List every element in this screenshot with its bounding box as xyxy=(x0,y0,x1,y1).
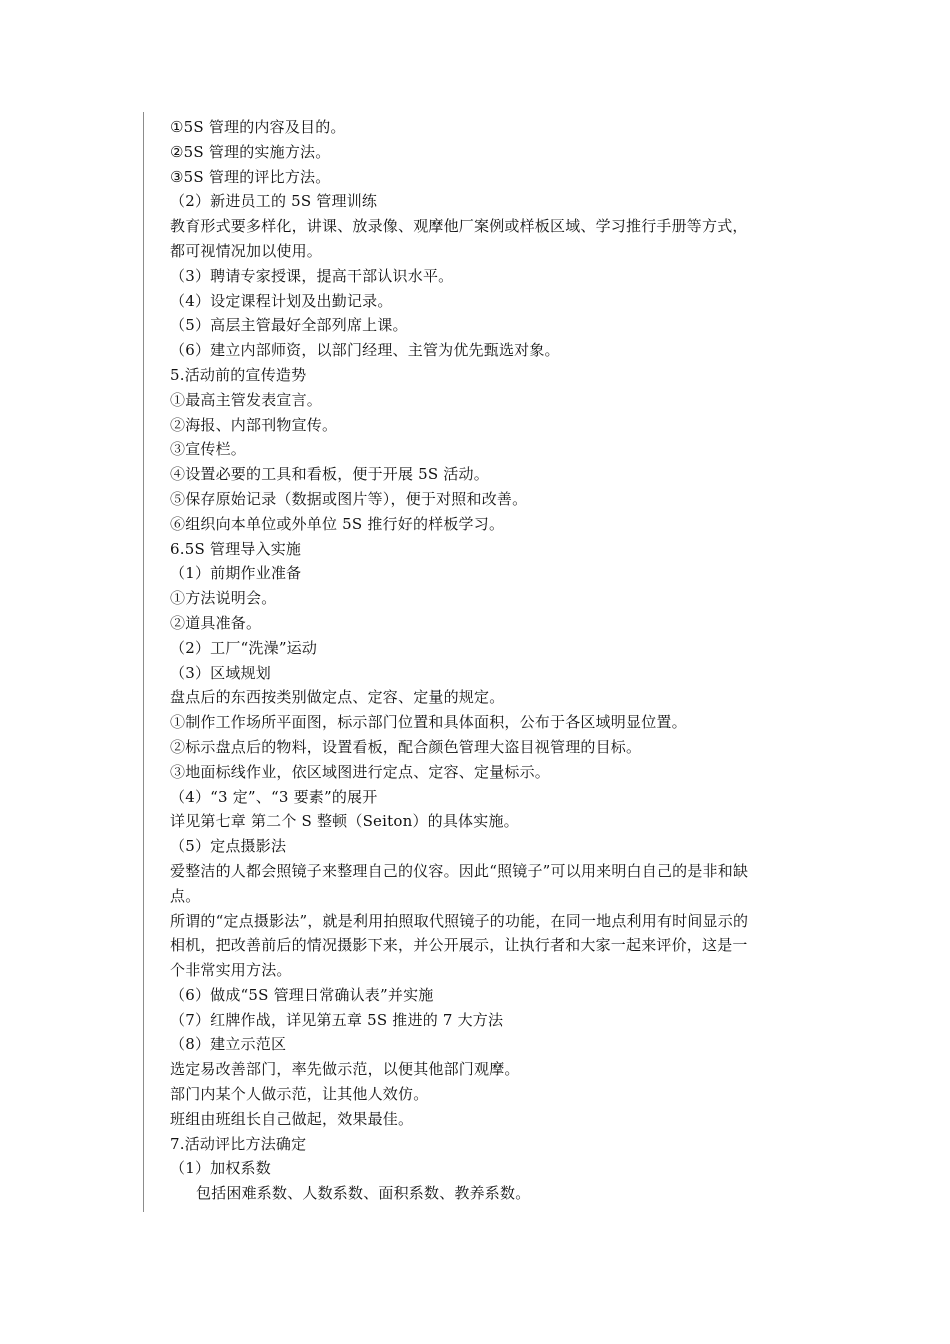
text-line: ④设置必要的工具和看板，便于开展 5S 活动。 xyxy=(170,465,489,484)
text-line: ②道具准备。 xyxy=(170,613,262,632)
text-line: 详见第七章 第二个 S 整顿（Seiton）的具体实施。 xyxy=(170,812,519,831)
subheading: （1）前期作业准备 xyxy=(170,564,302,583)
subheading: （3）聘请专家授课，提高干部认识水平。 xyxy=(170,266,454,285)
text-line: ②5S 管理的实施方法。 xyxy=(170,142,331,161)
text-line: ⑥组织向本单位或外单位 5S 推行好的样板学习。 xyxy=(170,514,505,533)
text-line: 包括困难系数、人数系数、面积系数、教养系数。 xyxy=(196,1184,531,1203)
text-line: 爱整洁的人都会照镜子来整理自己的仪容。因此“照镜子”可以用来明白自己的是非和缺 xyxy=(170,861,749,880)
subheading: （4）设定课程计划及出勤记录。 xyxy=(170,291,393,310)
subheading: （3）区域规划 xyxy=(170,663,271,682)
subheading: （2）工厂“洗澡”运动 xyxy=(170,638,318,657)
text-line: 部门内某个人做示范，让其他人效仿。 xyxy=(170,1085,429,1104)
subheading: （7）红牌作战，详见第五章 5S 推进的 7 大方法 xyxy=(170,1010,504,1029)
text-line: ①最高主管发表宣言。 xyxy=(170,390,323,409)
section-heading: 5.活动前的宣传造势 xyxy=(170,365,307,384)
text-line: 盘点后的东西按类别做定点、定容、定量的规定。 xyxy=(170,688,505,707)
text-line: ②标示盘点后的物料，设置看板，配合颜色管理大盗目视管理的目标。 xyxy=(170,737,642,756)
text-line: ⑤保存原始记录（数据或图片等），便于对照和改善。 xyxy=(170,489,528,508)
text-line: ①制作工作场所平面图，标示部门位置和具体面积，公布于各区域明显位置。 xyxy=(170,713,687,732)
subheading: （1）加权系数 xyxy=(170,1159,271,1178)
subheading: （4）“3 定”、“3 要素”的展开 xyxy=(170,787,378,806)
text-line: ①方法说明会。 xyxy=(170,589,277,608)
text-line: ③宣传栏。 xyxy=(170,440,247,459)
subheading: （5）定点摄影法 xyxy=(170,837,287,856)
text-line: 选定易改善部门，率先做示范，以便其他部门观摩。 xyxy=(170,1060,520,1079)
text-line: ①5S 管理的内容及目的。 xyxy=(170,118,346,136)
text-line: 班组由班组长自己做起，效果最佳。 xyxy=(170,1109,414,1128)
text-line: ③5S 管理的评比方法。 xyxy=(170,167,331,186)
margin-rule xyxy=(143,112,144,1212)
text-line: ③地面标线作业，依区域图进行定点、定容、定量标示。 xyxy=(170,762,551,781)
subheading: （2）新进员工的 5S 管理训练 xyxy=(170,192,378,211)
text-line: 所谓的“定点摄影法”，就是利用拍照取代照镜子的功能，在同一地点利用有时间显示的 xyxy=(170,911,749,930)
text-line: 教育形式要多样化，讲课、放录像、观摩他厂案例或样板区域、学习推行手册等方式， xyxy=(170,217,748,236)
subheading: （6）建立内部师资，以部门经理、主管为优先甄选对象。 xyxy=(170,341,560,360)
text-line: ②海报、内部刊物宣传。 xyxy=(170,415,338,434)
text-line: 点。 xyxy=(170,886,201,905)
subheading: （5）高层主管最好全部列席上课。 xyxy=(170,316,408,335)
text-line: 都可视情况加以使用。 xyxy=(170,241,323,260)
subheading: （6）做成“5S 管理日常确认表”并实施 xyxy=(170,985,434,1004)
subheading: （8）建立示范区 xyxy=(170,1035,287,1054)
text-line: 相机，把改善前后的情况摄影下来，并公开展示，让执行者和大家一起来评价，这是一 xyxy=(170,936,748,955)
document-body xyxy=(170,115,810,1206)
section-heading: 7.活动评比方法确定 xyxy=(170,1134,307,1153)
text-line: 个非常实用方法。 xyxy=(170,961,292,980)
section-heading: 6.5S 管理导入实施 xyxy=(170,539,302,558)
